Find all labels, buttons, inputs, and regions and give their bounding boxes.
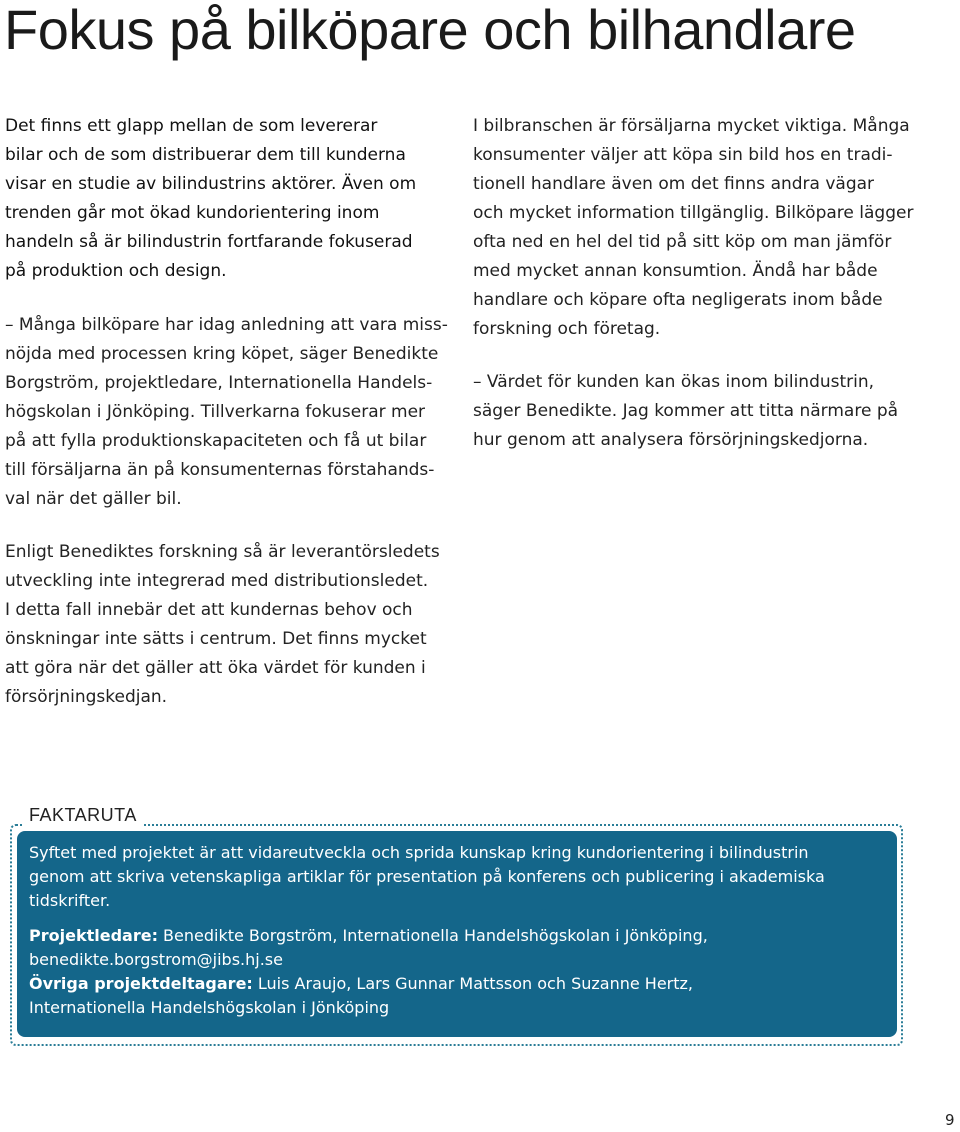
fact-purpose-line: genom att skriva vetenskapliga artiklar för presentation på konferens och publicering i akademiska bbox=[29, 867, 825, 886]
project-participants bbox=[29, 972, 885, 996]
body-line: att göra när det gäller att öka värdet för kunden i bbox=[5, 658, 426, 678]
intro-line: bilar och de som distribuerar dem till kunderna bbox=[5, 145, 406, 165]
quote-paragraph-left bbox=[5, 311, 448, 514]
quote-line: till försäljarna än på konsumenternas förstahands- bbox=[5, 460, 435, 480]
page-title: Fokus på bilköpare och bilhandlare bbox=[4, 0, 856, 61]
intro-line: på produktion och design. bbox=[5, 261, 227, 281]
quote-line: – Många bilköpare har idag anledning att vara miss- bbox=[5, 315, 448, 335]
body-line: ofta ned en hel del tid på sitt köp om man jämför bbox=[473, 232, 892, 252]
project-leader-label: Projektledare: bbox=[29, 926, 158, 945]
body-line: konsumenter väljer att köpa sin bild hos en tradi- bbox=[473, 145, 893, 165]
body-paragraph-left bbox=[5, 538, 440, 712]
quote-line: Borgström, projektledare, Internationella Handels- bbox=[5, 373, 433, 393]
body-line: önskningar inte sätts i centrum. Det finns mycket bbox=[5, 629, 427, 649]
intro-line: trenden går mot ökad kundorientering inom bbox=[5, 203, 380, 223]
fact-purpose-line: Syftet med projektet är att vidareutveckla och sprida kunskap kring kundorientering i bilindustrin bbox=[29, 843, 809, 862]
body-line: forskning och företag. bbox=[473, 319, 661, 339]
body-line: I bilbranschen är försäljarna mycket viktiga. Många bbox=[473, 116, 910, 136]
project-leader bbox=[29, 924, 885, 948]
body-line: Enligt Benediktes forskning så är leverantörsledets bbox=[5, 542, 440, 562]
intro-line: Det finns ett glapp mellan de som levererar bbox=[5, 116, 378, 136]
fact-purpose-line: tidskrifter. bbox=[29, 891, 111, 910]
body-line: handlare och köpare ofta negligerats inom både bbox=[473, 290, 883, 310]
quote-line: – Värdet för kunden kan ökas inom bilindustrin, bbox=[473, 372, 875, 392]
intro-line: handeln så är bilindustrin fortfarande fokuserad bbox=[5, 232, 413, 252]
body-line: tionell handlare även om det finns andra vägar bbox=[473, 174, 875, 194]
intro-paragraph bbox=[5, 112, 416, 286]
quote-paragraph-right bbox=[473, 368, 898, 455]
body-line: utveckling inte integrerad med distributionsledet. bbox=[5, 571, 429, 591]
fact-box-label: FAKTARUTA bbox=[22, 803, 144, 827]
quote-line: på att fylla produktionskapaciteten och få ut bilar bbox=[5, 431, 427, 451]
body-line: och mycket information tillgänglig. Bilköpare lägger bbox=[473, 203, 914, 223]
body-line: försörjningskedjan. bbox=[5, 687, 168, 707]
quote-line: högskolan i Jönköping. Tillverkarna fokuserar mer bbox=[5, 402, 426, 422]
body-line: I detta fall innebär det att kundernas behov och bbox=[5, 600, 413, 620]
project-participants-value: Luis Araujo, Lars Gunnar Mattsson och Suzanne Hertz, bbox=[252, 974, 693, 993]
fact-box bbox=[17, 831, 897, 1037]
body-line: med mycket annan konsumtion. Ändå har både bbox=[473, 261, 878, 281]
project-participants-label: Övriga projektdeltagare: bbox=[29, 974, 253, 993]
page-number: 9 bbox=[945, 1111, 955, 1129]
quote-line: val när det gäller bil. bbox=[5, 489, 182, 509]
intro-line: visar en studie av bilindustrins aktörer. Även om bbox=[5, 174, 417, 194]
project-leader-email: benedikte.borgstrom@jibs.hj.se bbox=[29, 950, 283, 969]
quote-line: hur genom att analysera försörjningskedjorna. bbox=[473, 430, 869, 450]
body-paragraph-right bbox=[473, 112, 913, 344]
quote-line: säger Benedikte. Jag kommer att titta närmare på bbox=[473, 401, 899, 421]
quote-line: nöjda med processen kring köpet, säger Benedikte bbox=[5, 344, 439, 364]
project-participants-affiliation: Internationella Handelshögskolan i Jönköping bbox=[29, 998, 390, 1017]
project-leader-value: Benedikte Borgström, Internationella Handelshögskolan i Jönköping, bbox=[157, 926, 708, 945]
